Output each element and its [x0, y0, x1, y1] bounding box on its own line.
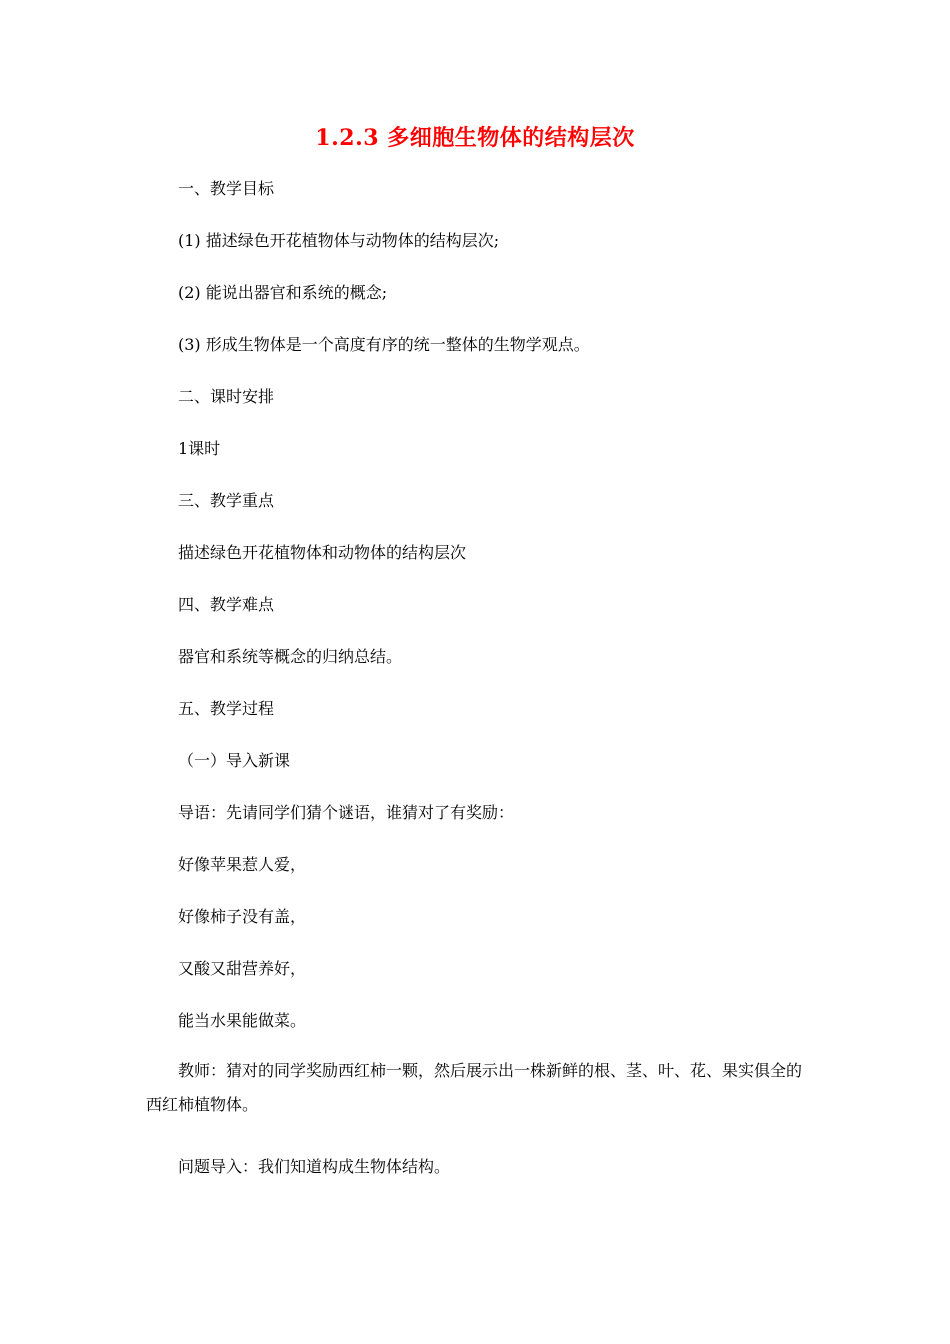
- intro-text: 导语：先请同学们猜个谜语，谁猜对了有奖励：: [178, 803, 515, 822]
- objective-item-2: (2) 能说出器官和系统的概念;: [178, 283, 388, 302]
- section-heading-objectives: 一、教学目标: [178, 179, 275, 198]
- objective-item-3: (3) 形成生物体是一个高度有序的统一整体的生物学观点。: [178, 335, 590, 354]
- riddle-line-3: 又酸又甜营养好，: [178, 959, 307, 978]
- section-heading-process: 五、教学过程: [178, 699, 275, 718]
- section-heading-key-points: 三、教学重点: [178, 491, 275, 510]
- riddle-line-1: 好像苹果惹人爱，: [178, 855, 307, 874]
- key-points-text: 描述绿色开花植物体和动物体的结构层次: [178, 543, 467, 562]
- difficulties-text: 器官和系统等概念的归纳总结。: [178, 647, 403, 666]
- riddle-line-2: 好像柿子没有盖，: [178, 907, 307, 926]
- document-title: 1.2.3 多细胞生物体的结构层次: [315, 125, 635, 151]
- riddle-line-4: 能当水果能做菜。: [178, 1011, 307, 1030]
- schedule-text: 1课时: [178, 439, 221, 458]
- teacher-paragraph: 教师：猜对的同学奖励西红柿一颗，然后展示出一株新鲜的根、茎、叶、花、果实俱全的西红柿植物体。: [146, 1061, 803, 1114]
- objective-item-1: (1) 描述绿色开花植物体与动物体的结构层次;: [178, 231, 500, 250]
- section-heading-difficulties: 四、教学难点: [178, 595, 275, 614]
- subsection-heading-intro: （一）导入新课: [178, 751, 291, 770]
- section-heading-schedule: 二、课时安排: [178, 387, 275, 406]
- question-intro-text: 问题导入：我们知道构成生物体结构。: [178, 1157, 451, 1176]
